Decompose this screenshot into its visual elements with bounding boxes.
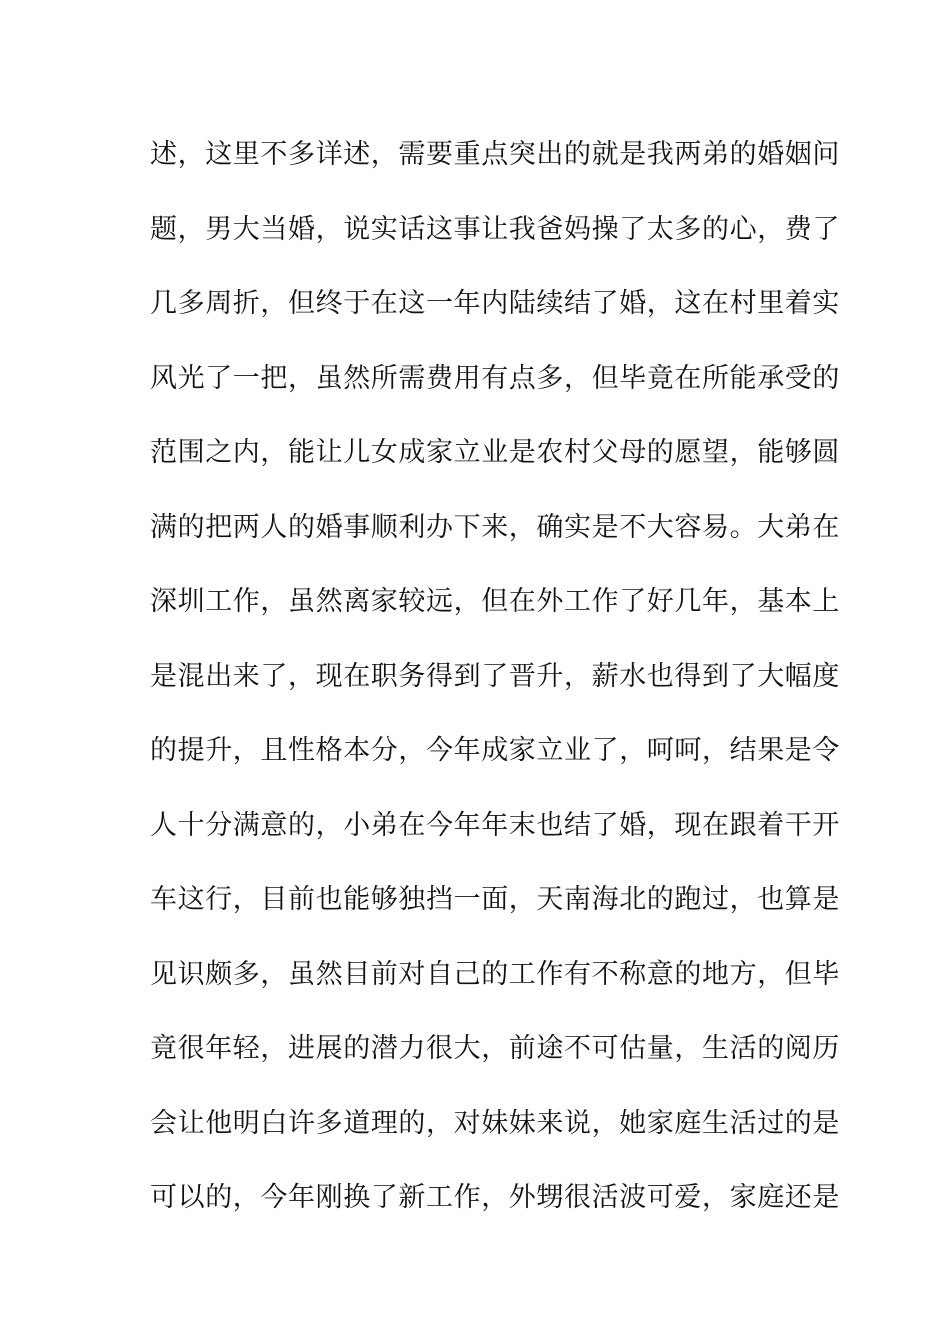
text-line: 人十分满意的，小弟在今年年末也结了婚，现在跟着干开	[150, 809, 840, 841]
text-line: 会让他明白许多道理的，对妹妹来说，她家庭生活过的是	[150, 1107, 840, 1139]
text-line: 竟很年轻，进展的潜力很大，前途不可估量，生活的阅历	[150, 1033, 840, 1064]
text-line: 见识颇多，虽然目前对自己的工作有不称意的地方，但毕	[150, 958, 840, 990]
text-line: 题，男大当婚，说实话这事让我爸妈操了太多的心，费了	[150, 213, 840, 245]
text-line: 车这行，目前也能够独挡一面，天南海北的跑过，也算是	[150, 884, 840, 915]
body-text	[150, 128, 840, 1246]
text-line: 可以的，今年刚换了新工作，外甥很活波可爱，家庭还是	[150, 1182, 840, 1213]
text-line: 几多周折，但终于在这一年内陆续结了婚，这在村里着实	[150, 288, 840, 319]
text-line: 深圳工作，虽然离家较远，但在外工作了好几年，基本上	[150, 586, 840, 617]
text-line: 的提升，且性格本分，今年成家立业了，呵呵，结果是令	[150, 735, 840, 766]
text-line: 范围之内，能让儿女成家立业是农村父母的愿望，能够圆	[150, 437, 840, 468]
text-line: 满的把两人的婚事顺利办下来，确实是不大容易。大弟在	[150, 511, 840, 543]
text-line: 风光了一把，虽然所需费用有点多，但毕竟在所能承受的	[150, 362, 840, 394]
text-line: 是混出来了，现在职务得到了晋升，薪水也得到了大幅度	[150, 660, 840, 692]
text-line: 述，这里不多详述，需要重点突出的就是我两弟的婚姻问	[150, 139, 840, 170]
